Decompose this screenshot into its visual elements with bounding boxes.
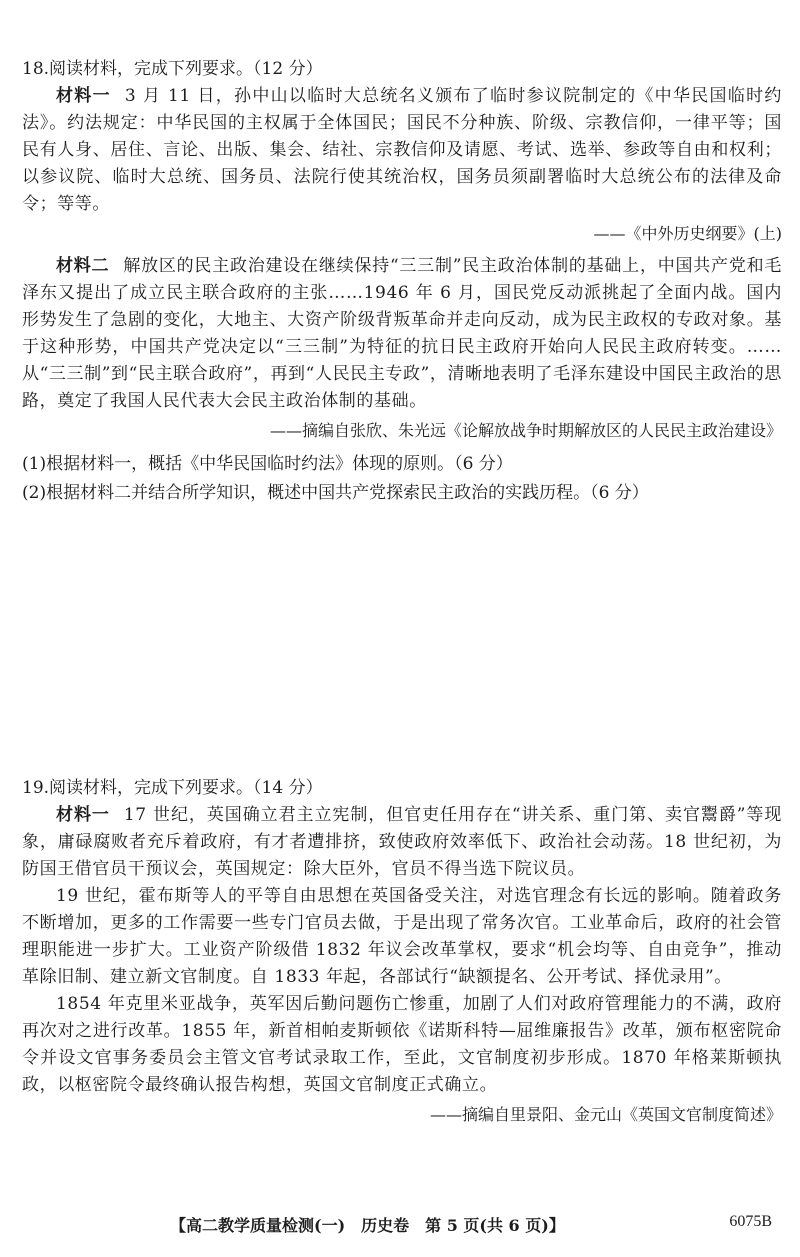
q19-paragraph-3: 1854 年克里米亚战争，英军因后勤问题伤亡惨重，加剧了人们对政府管理能力的不满，政府再次对之进行改革。1855 年，新首相帕麦斯顿依《诺斯科特—屈维廉报告》改革，颁布枢密院命令并设文官事务委员会主管文官考试录取工作，至此，文官制度初步形成。1870 年格莱斯顿执政，以枢密院令最终确认报告构想，英国文官制度正式确立。 — [22, 994, 782, 1095]
q19-paragraph-1 — [22, 802, 782, 883]
q19-paragraph-2: 19 世纪，霍布斯等人的平等自由思想在英国备受关注，对选官理念有长远的影响。随着政务不断增加，更多的工作需要一些专门官员去做，于是出现了常务次官。工业革命后，政府的社会管理职能进一步扩大。工业资产阶级借 1832 年议会改革掌权，要求“机会均等、自由竞争”，推动革除旧制、建立新文官制度。自 1833 年起，各部试行“缺额提名、公开考试、择优录用”。 — [22, 886, 782, 987]
footer-code: 6075B — [729, 1213, 772, 1230]
q19-source: ——摘编自里景阳、金元山《英国文官制度简述》 — [429, 1105, 782, 1124]
material-1-text: 3 月 11 日，孙中山以临时大总统名义颁布了临时参议院制定的《中华民国临时约法》。约法规定：中华民国的主权属于全体国民；国民不分种族、阶级、宗教信仰，一律平等；国民有人身、居住、言论、出版、集会、结社、宗教信仰及请愿、考试、选举、参政等自由和权利；以参议院、临时大总统、国务员、法院行使其统治权，国务员须副署临时大总统公布的法律及命令；等等。 — [22, 86, 782, 214]
question-18 — [22, 56, 782, 508]
material-2-text: 解放区的民主政治建设在继续保持“三三制”民主政治体制的基础上，中国共产党和毛泽东又提出了成立民主联合政府的主张……1946 年 6 月，国民党反动派挑起了全面内战。国内形势发生了急剧的变化，大地主、大资产阶级背叛革命并走向反动，成为民主政权的专政对象。基于这种形势，中国共产党决定以“三三制”为特征的抗日民主政府开始向人民民主政府转变。……从“三三制”到“民主联合政府”，再到“人民民主专政”，清晰地表明了毛泽东建设中国民主政治的思路，奠定了我国人民代表大会民主政治体制的基础。 — [22, 256, 782, 411]
question-18-heading: 18.阅读材料，完成下列要求。（12 分） — [22, 59, 323, 79]
q19-paragraph-1-text: 17 世纪，英国确立君主立宪制，但官吏任用存在“讲关系、重门第、卖官鬻爵”等现象，庸碌腐败者充斥着政府，有才者遭排挤，致使政府效率低下、政治社会动荡。18 世纪初，为防国王借官员干预议会，英国规定：除大臣外，官员不得当选下院议员。 — [22, 805, 782, 879]
material-1-label: 材料一 — [56, 86, 111, 106]
question-19-heading: 19.阅读材料，完成下列要求。（14 分） — [22, 778, 323, 798]
sub-question-1: (1)根据材料一，概括《中华民国临时约法》体现的原则。（6 分） — [22, 454, 513, 474]
q19-material-1-label: 材料一 — [56, 805, 110, 825]
material-1-source: ——《中外历史纲要》(上) — [593, 224, 782, 243]
material-2-label: 材料二 — [56, 256, 110, 276]
material-2-source: ——摘编自张欣、朱光远《论解放战争时期解放区的人民民主政治建设》 — [269, 421, 782, 440]
material-1-paragraph — [22, 83, 782, 218]
material-2-paragraph — [22, 253, 782, 415]
question-19 — [22, 775, 782, 1134]
sub-question-2: (2)根据材料二并结合所学知识，概述中国共产党探索民主政治的实践历程。（6 分） — [22, 483, 649, 503]
footer-title: 【高二教学质量检测(一) 历史卷 第 5 页(共 6 页)】 — [170, 1216, 565, 1235]
page-footer — [0, 1213, 800, 1241]
